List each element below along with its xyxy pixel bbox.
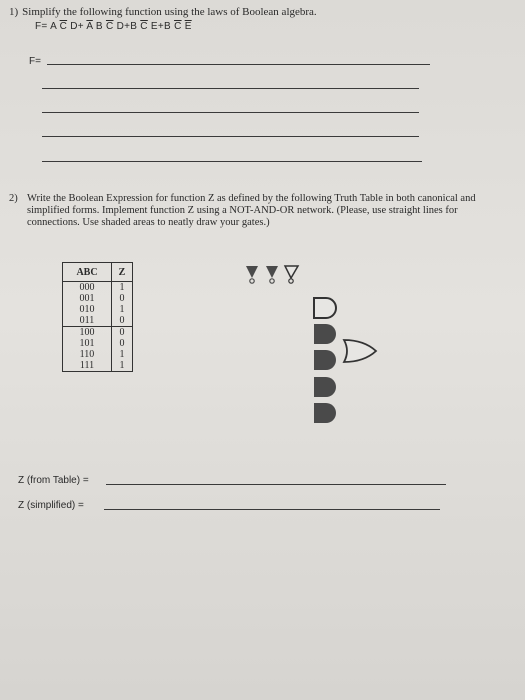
question-2-number: 2) — [9, 193, 18, 204]
z-simplified-answer-line[interactable] — [104, 509, 440, 510]
table-cell-z: 0 — [112, 327, 133, 339]
table-cell-abc: 101 — [63, 338, 112, 349]
table-cell-z: 1 — [112, 360, 133, 372]
truth-table-header-z: Z — [112, 263, 133, 282]
or-gate-icon[interactable] — [344, 340, 376, 362]
and-gate-icon[interactable] — [314, 350, 336, 370]
table-cell-z: 1 — [112, 349, 133, 360]
table-cell-abc: 011 — [63, 315, 112, 327]
table-cell-abc: 110 — [63, 349, 112, 360]
and-gate-icon[interactable] — [314, 324, 336, 344]
not-gate-icon[interactable] — [285, 266, 298, 283]
not-gate-icon[interactable] — [246, 266, 258, 283]
not-gate-icon[interactable] — [266, 266, 278, 283]
table-cell-abc: 010 — [63, 304, 112, 315]
z-from-table-answer-line[interactable] — [106, 484, 446, 485]
expression-term: F= A — [35, 21, 60, 32]
f-answer-label: F= — [29, 56, 41, 67]
complemented-variable: $\overline{C}$ — [140, 21, 148, 32]
table-cell-z: 0 — [112, 338, 133, 349]
table-cell-z: 0 — [112, 293, 133, 304]
truth-table-header-abc: ABC — [63, 263, 112, 282]
table-cell-abc: 100 — [63, 327, 112, 339]
and-gate-icon[interactable] — [314, 298, 336, 318]
expression-term: D+B — [113, 21, 141, 32]
table-cell-z: 1 — [112, 282, 133, 294]
table-cell-abc: 111 — [63, 360, 112, 372]
complemented-variable: $\overline{C}$ — [174, 21, 182, 32]
complemented-variable: $\overline{C}$ — [105, 21, 114, 32]
table-cell-abc: 000 — [63, 282, 112, 294]
expression-term: D+ — [67, 21, 87, 32]
and-gate-icon[interactable] — [314, 403, 336, 423]
and-gate-icon[interactable] — [314, 377, 336, 397]
complemented-variable: $\overline{C}$ — [59, 21, 68, 32]
complemented-variable: $\overline{E}$ — [184, 21, 192, 32]
z-from-table-label: Z (from Table) = — [18, 475, 89, 486]
question-2-prompt: Write the Boolean Expression for function Z as defined by the following Truth Table in both canonical and simplified forms. Implement function Z using a NOT-AND-OR network. (Please, use straight lines for connections. Use shaded areas to neatly draw your gates.) — [27, 193, 476, 228]
question-1-number: 1) — [9, 6, 19, 18]
question-1-prompt: Simplify the following function using the laws of Boolean algebra. — [22, 6, 317, 18]
expression-term: E+B — [147, 21, 175, 32]
table-cell-z: 1 — [112, 304, 133, 315]
table-cell-abc: 001 — [63, 293, 112, 304]
table-cell-z: 0 — [112, 315, 133, 327]
complemented-variable: $\overline{A}$ — [86, 21, 93, 32]
expression-term: B — [92, 21, 106, 32]
z-simplified-label: Z (simplified) = — [18, 500, 84, 511]
